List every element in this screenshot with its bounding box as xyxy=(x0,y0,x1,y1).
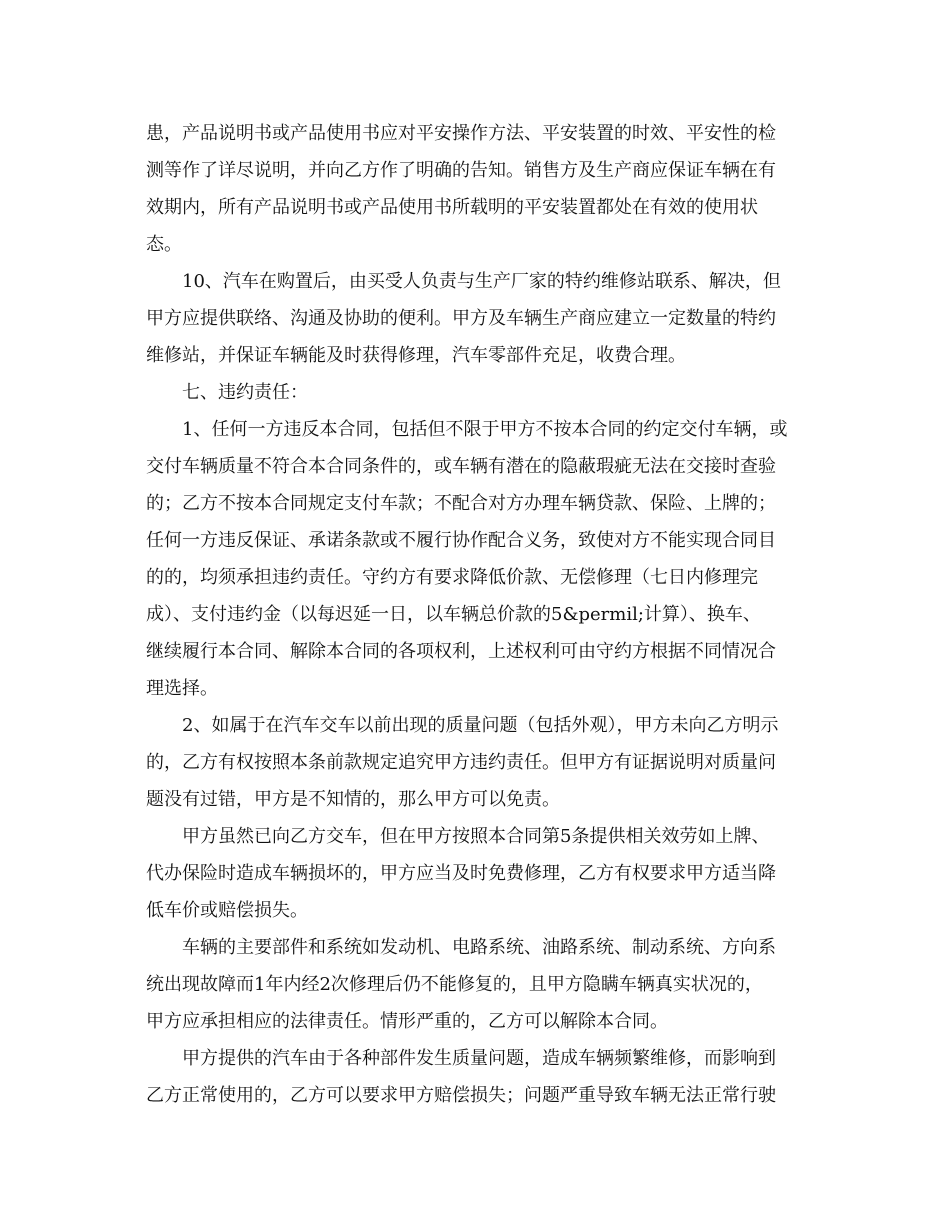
text-line: 任何一方违反保证、承诺条款或不履行协作配合义务，致使对方不能实现合同目 xyxy=(146,530,776,551)
text-line: 乙方正常使用的，乙方可以要求甲方赔偿损失；问题严重导致车辆无法正常行驶 xyxy=(146,1085,776,1106)
text-line: 交付车辆质量不符合本合同条件的，或车辆有潜在的隐蔽瑕疵无法在交接时查验 xyxy=(146,456,776,477)
text-line: 患，产品说明书或产品使用书应对平安操作方法、平安装置的时效、平安性的检 xyxy=(146,123,776,144)
text-line: 低车价或赔偿损失。 xyxy=(146,900,308,921)
text-line: 甲方应承担相应的法律责任。情形严重的，乙方可以解除本合同。 xyxy=(146,1011,668,1032)
paragraph-start-line: 甲方提供的汽车由于各种部件发生质量问题，造成车辆频繁维修，而影响到 xyxy=(182,1048,776,1069)
text-line: 统出现故障而1年内经2次修理后仍不能修复的，且甲方隐瞒车辆真实状况的， xyxy=(146,974,763,995)
text-line: 理选择。 xyxy=(146,678,218,699)
paragraph-start-line: 2、如属于在汽车交车以前出现的质量问题（包括外观），甲方未向乙方明示 xyxy=(182,715,779,736)
text-line: 的的，均须承担违约责任。守约方有要求降低价款、无偿修理（七日内修理完 xyxy=(146,567,758,588)
section-heading: 七、违约责任： xyxy=(182,382,308,403)
paragraph-start-line: 1、任何一方违反本合同，包括但不限于甲方不按本合同的约定交付车辆，或 xyxy=(182,419,788,440)
text-line: 效期内，所有产品说明书或产品使用书所载明的平安装置都处在有效的使用状 xyxy=(146,197,758,218)
text-line: 的，乙方有权按照本条前款规定追究甲方违约责任。但甲方有证据说明对质量问 xyxy=(146,752,776,773)
text-line: 态。 xyxy=(146,234,182,255)
text-line: 题没有过错，甲方是不知情的，那么甲方可以免责。 xyxy=(146,789,560,810)
text-line: 甲方应提供联络、沟通及协助的便利。甲方及车辆生产商应建立一定数量的特约 xyxy=(146,308,776,329)
text-line: 的；乙方不按本合同规定支付车款；不配合对方办理车辆贷款、保险、上牌的； xyxy=(146,493,776,514)
paragraph-start-line: 10、汽车在购置后，由买受人负责与生产厂家的特约维修站联系、解决，但 xyxy=(182,271,781,292)
text-line: 继续履行本合同、解除本合同的各项权利，上述权利可由守约方根据不同情况合 xyxy=(146,641,776,662)
text-line: 代办保险时造成车辆损坏的，甲方应当及时免费修理，乙方有权要求甲方适当降 xyxy=(146,863,776,884)
paragraph-start-line: 甲方虽然已向乙方交车，但在甲方按照本合同第5条提供相关效劳如上牌、 xyxy=(182,826,770,847)
text-line: 测等作了详尽说明，并向乙方作了明确的告知。销售方及生产商应保证车辆在有 xyxy=(146,160,776,181)
text-line: 维修站，并保证车辆能及时获得修理，汽车零部件充足，收费合理。 xyxy=(146,345,686,366)
document-body xyxy=(146,115,806,1114)
paragraph-start-line: 车辆的主要部件和系统如发动机、电路系统、油路系统、制动系统、方向系 xyxy=(182,937,776,958)
text-line: 成）、支付违约金（以每迟延一日，以车辆总价款的5&permil;计算）、换车、 xyxy=(146,604,761,625)
